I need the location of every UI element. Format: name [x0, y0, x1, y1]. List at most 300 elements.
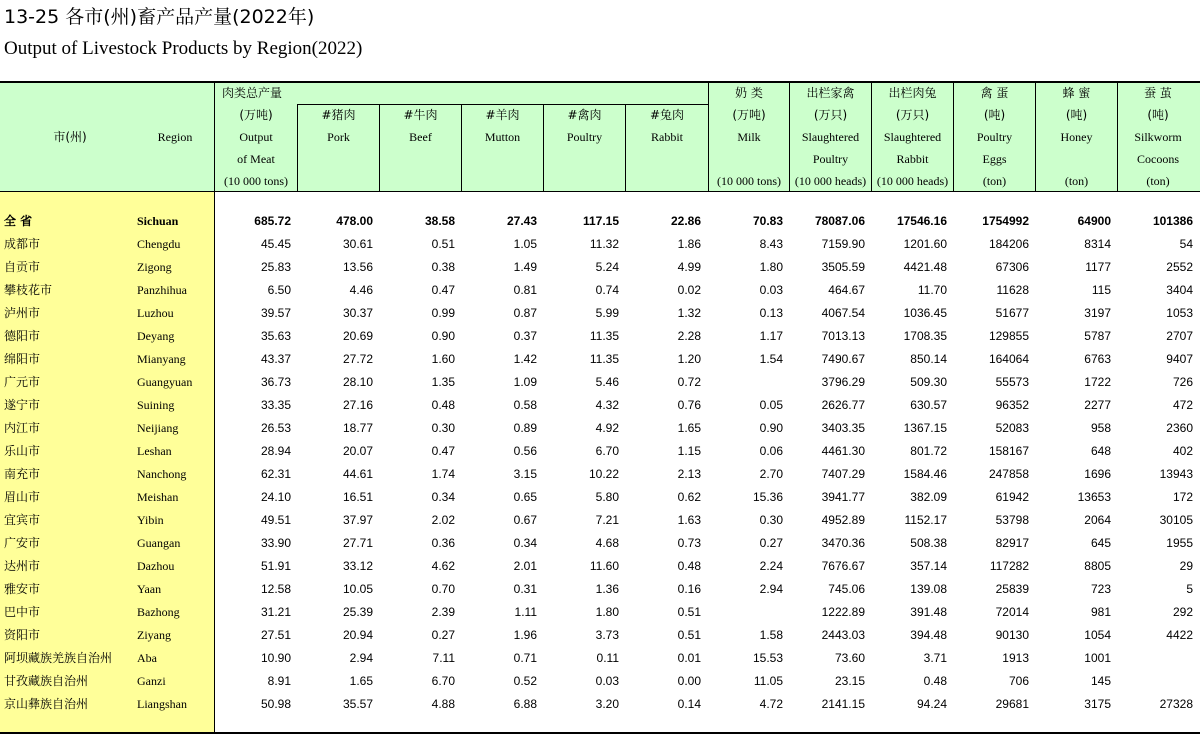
- region-name-cn: 雅安市: [4, 582, 41, 596]
- cell-milk: 0.03: [759, 283, 783, 297]
- cell-honey: 2277: [1084, 398, 1111, 412]
- cell-beef: 7.11: [432, 651, 455, 665]
- cell-meat-total: 36.73: [260, 375, 291, 389]
- cell-rabbit-meat: 2.13: [677, 467, 701, 481]
- cell-slaughtered-poultry: 1222.89: [821, 605, 865, 619]
- cell-poultry-eggs: 164064: [988, 352, 1029, 366]
- header-pork-cn: #猪肉: [321, 108, 356, 122]
- cell-meat-total: 27.51: [260, 628, 291, 642]
- cell-silkworm-cocoons: 101386: [1152, 214, 1193, 228]
- cell-silkworm-cocoons: 3404: [1166, 283, 1193, 297]
- cell-mutton: 0.89: [513, 421, 537, 435]
- cell-honey: 3175: [1084, 697, 1111, 711]
- cell-pork: 27.71: [342, 536, 373, 550]
- header-milk-cn: 奶 类: [735, 86, 763, 100]
- cell-slaughtered-rabbit: 1367.15: [903, 421, 947, 435]
- cell-slaughtered-rabbit: 1584.46: [903, 467, 947, 481]
- header-mutton-en: Mutton: [484, 130, 521, 144]
- cell-poultry-meat: 0.03: [595, 674, 619, 688]
- region-name-cn: 绵阳市: [4, 352, 41, 366]
- cell-pork: 28.10: [342, 375, 373, 389]
- region-name-cn: 成都市: [4, 237, 41, 251]
- header-pork-en: Pork: [327, 130, 350, 144]
- cell-meat-total: 39.57: [260, 306, 291, 320]
- cell-slaughtered-poultry: 2141.15: [821, 697, 865, 711]
- cell-slaughtered-rabbit: 94.24: [916, 697, 947, 711]
- cell-beef: 0.70: [431, 582, 455, 596]
- region-name-cn: 京山彝族自治州: [4, 697, 89, 711]
- cell-honey: 13653: [1077, 490, 1111, 504]
- cell-poultry-meat: 117.15: [582, 214, 619, 228]
- cell-pork: 20.94: [342, 628, 373, 642]
- cell-poultry-meat: 5.99: [595, 306, 619, 320]
- cell-milk: 1.17: [759, 329, 783, 343]
- region-name-cn: 内江市: [4, 421, 41, 435]
- region-name-en: Ganzi: [137, 674, 166, 688]
- cell-rabbit-meat: 0.62: [677, 490, 701, 504]
- cell-poultry-eggs: 11628: [996, 283, 1029, 297]
- cell-silkworm-cocoons: 30105: [1159, 513, 1193, 527]
- cell-silkworm-cocoons: 292: [1172, 605, 1193, 619]
- cell-poultry-meat: 5.24: [595, 260, 619, 274]
- cell-silkworm-cocoons: 472: [1172, 398, 1193, 412]
- region-name-cn: 德阳市: [4, 329, 41, 343]
- cell-mutton: 0.37: [513, 329, 537, 343]
- cell-milk: 15.36: [752, 490, 783, 504]
- cell-meat-total: 10.90: [260, 651, 291, 665]
- region-divider: [214, 82, 215, 732]
- cell-slaughtered-rabbit: 509.30: [910, 375, 947, 389]
- header-slaughtered-poultry-cn: 出栏家禽: [806, 86, 855, 100]
- header-honey-en1: Honey: [1060, 130, 1093, 144]
- region-name-en: Leshan: [137, 444, 172, 458]
- cell-mutton: 0.71: [513, 651, 537, 665]
- cell-pork: 20.07: [342, 444, 373, 458]
- cell-honey: 1177: [1085, 260, 1111, 274]
- cell-slaughtered-poultry: 3403.35: [821, 421, 865, 435]
- cell-milk: 1.80: [759, 260, 783, 274]
- cell-pork: 27.16: [342, 398, 373, 412]
- cell-milk: 1.54: [759, 352, 783, 366]
- cell-honey: 1054: [1084, 628, 1111, 642]
- cell-poultry-meat: 4.92: [595, 421, 619, 435]
- header-slaughtered-rabbit-en3: (10 000 heads): [876, 174, 949, 188]
- header-meat-en2: of Meat: [237, 152, 275, 166]
- cell-slaughtered-rabbit: 1201.60: [903, 237, 947, 251]
- cell-slaughtered-rabbit: 508.38: [910, 536, 947, 550]
- cell-rabbit-meat: 0.16: [677, 582, 701, 596]
- cell-slaughtered-rabbit: 394.48: [910, 628, 947, 642]
- cell-poultry-eggs: 117282: [989, 559, 1029, 573]
- cell-milk: 2.24: [759, 559, 783, 573]
- cell-poultry-eggs: 184206: [988, 237, 1029, 251]
- cell-honey: 648: [1090, 444, 1111, 458]
- cell-poultry-meat: 11.35: [589, 329, 619, 343]
- region-name-cn: 阿坝藏族羌族自治州: [4, 651, 113, 665]
- cell-beef: 0.47: [431, 444, 455, 458]
- cell-honey: 723: [1090, 582, 1111, 596]
- cell-poultry-meat: 7.21: [595, 513, 619, 527]
- cell-poultry-meat: 11.32: [589, 237, 619, 251]
- cell-silkworm-cocoons: 13943: [1159, 467, 1193, 481]
- cell-slaughtered-rabbit: 1152.17: [904, 513, 947, 527]
- region-name-cn: 泸州市: [4, 306, 41, 320]
- header-milk-en2: (10 000 tons): [717, 174, 781, 188]
- cell-meat-total: 33.35: [260, 398, 291, 412]
- cell-poultry-meat: 0.11: [596, 651, 619, 665]
- region-name-en: Bazhong: [137, 605, 180, 619]
- cell-meat-total: 33.90: [260, 536, 291, 550]
- cell-mutton: 1.09: [513, 375, 537, 389]
- cell-mutton: 6.88: [513, 697, 537, 711]
- header-meat-en1: Output: [239, 130, 273, 144]
- cell-meat-total: 43.37: [260, 352, 291, 366]
- region-name-en: Chengdu: [137, 237, 181, 251]
- cell-slaughtered-poultry: 23.15: [834, 674, 865, 688]
- cell-beef: 1.74: [431, 467, 455, 481]
- cell-poultry-meat: 10.22: [588, 467, 619, 481]
- cell-pork: 4.46: [349, 283, 373, 297]
- cell-rabbit-meat: 1.63: [677, 513, 701, 527]
- region-name-en: Aba: [137, 651, 157, 665]
- cell-slaughtered-poultry: 73.60: [834, 651, 865, 665]
- cell-poultry-eggs: 55573: [995, 375, 1029, 389]
- header-cocoon-en1: Silkworm: [1134, 130, 1182, 144]
- cell-mutton: 0.81: [513, 283, 537, 297]
- cell-rabbit-meat: 22.86: [670, 214, 701, 228]
- cell-beef: 1.60: [431, 352, 455, 366]
- cell-honey: 981: [1090, 605, 1111, 619]
- table-title-english: Output of Livestock Products by Region(2022): [4, 38, 363, 59]
- cell-beef: 2.02: [431, 513, 455, 527]
- cell-rabbit-meat: 0.14: [677, 697, 701, 711]
- cell-silkworm-cocoons: 9407: [1166, 352, 1193, 366]
- cell-poultry-meat: 6.70: [595, 444, 619, 458]
- cell-slaughtered-poultry: 2626.77: [821, 398, 865, 412]
- region-name-en: Mianyang: [137, 352, 186, 366]
- region-name-en: Yibin: [137, 513, 164, 527]
- header-rabbit-en: Rabbit: [651, 130, 683, 144]
- cell-rabbit-meat: 0.01: [677, 651, 701, 665]
- cell-slaughtered-poultry: 4461.30: [821, 444, 865, 458]
- header-slaughtered-poultry-en3: (10 000 heads): [794, 174, 867, 188]
- cell-milk: 0.06: [759, 444, 783, 458]
- cell-slaughtered-poultry: 745.06: [828, 582, 865, 596]
- cell-meat-total: 12.58: [260, 582, 291, 596]
- cell-slaughtered-rabbit: 391.48: [910, 605, 947, 619]
- region-name-cn: 广元市: [4, 375, 41, 389]
- cell-beef: 1.35: [431, 375, 455, 389]
- cell-honey: 1696: [1084, 467, 1111, 481]
- cell-slaughtered-poultry: 3796.29: [821, 375, 865, 389]
- cell-poultry-meat: 5.80: [595, 490, 619, 504]
- header-eggs-en3: (ton): [982, 174, 1007, 188]
- cell-beef: 4.62: [431, 559, 455, 573]
- cell-mutton: 0.56: [513, 444, 537, 458]
- cell-poultry-eggs: 53798: [995, 513, 1029, 527]
- cell-meat-total: 6.50: [267, 283, 291, 297]
- region-name-cn: 攀枝花市: [4, 283, 53, 297]
- header-slaughtered-rabbit-en2: Rabbit: [896, 152, 929, 166]
- cell-beef: 0.90: [431, 329, 455, 343]
- region-name-en: Liangshan: [137, 697, 187, 711]
- cell-poultry-eggs: 67306: [995, 260, 1029, 274]
- cell-meat-total: 26.53: [260, 421, 291, 435]
- region-name-cn: 广安市: [4, 536, 41, 550]
- cell-silkworm-cocoons: 172: [1172, 490, 1193, 504]
- region-name-cn: 资阳市: [4, 628, 41, 642]
- cell-silkworm-cocoons: 29: [1179, 559, 1193, 573]
- cell-mutton: 0.34: [513, 536, 537, 550]
- cell-silkworm-cocoons: 2552: [1166, 260, 1193, 274]
- cell-slaughtered-poultry: 3505.59: [821, 260, 865, 274]
- cell-honey: 3197: [1084, 306, 1111, 320]
- cell-rabbit-meat: 1.20: [677, 352, 701, 366]
- cell-poultry-eggs: 247858: [988, 467, 1029, 481]
- cell-rabbit-meat: 4.99: [677, 260, 701, 274]
- cell-slaughtered-poultry: 4067.54: [821, 306, 865, 320]
- cell-mutton: 1.42: [513, 352, 537, 366]
- header-region-cn: 市(州): [53, 130, 87, 144]
- cell-mutton: 27.43: [506, 214, 537, 228]
- cell-silkworm-cocoons: 5: [1186, 582, 1193, 596]
- cell-slaughtered-poultry: 2443.03: [821, 628, 865, 642]
- cell-pork: 44.61: [342, 467, 373, 481]
- cell-honey: 1001: [1084, 651, 1111, 665]
- cell-poultry-eggs: 52083: [995, 421, 1029, 435]
- cell-rabbit-meat: 0.48: [677, 559, 701, 573]
- region-name-en: Sichuan: [137, 214, 179, 228]
- header-eggs-en1: Poultry: [976, 130, 1013, 144]
- cell-pork: 13.56: [342, 260, 373, 274]
- cell-slaughtered-poultry: 78087.06: [814, 214, 865, 228]
- cell-slaughtered-rabbit: 357.14: [910, 559, 947, 573]
- header-slaughtered-poultry-unit: (万只): [813, 108, 848, 122]
- header-rabbit-cn: #兔肉: [649, 108, 685, 122]
- cell-meat-total: 45.45: [260, 237, 291, 251]
- cell-mutton: 0.58: [513, 398, 537, 412]
- cell-rabbit-meat: 0.72: [677, 375, 701, 389]
- header-slaughtered-rabbit-en1: Slaughtered: [883, 130, 942, 144]
- cell-beef: 4.88: [431, 697, 455, 711]
- cell-beef: 0.34: [431, 490, 455, 504]
- cell-meat-total: 28.94: [260, 444, 291, 458]
- cell-rabbit-meat: 1.86: [677, 237, 701, 251]
- region-name-en: Guangan: [137, 536, 181, 550]
- cell-milk: 0.90: [759, 421, 783, 435]
- cell-slaughtered-rabbit: 0.48: [923, 674, 947, 688]
- cell-beef: 6.70: [431, 674, 455, 688]
- cell-rabbit-meat: 0.76: [677, 398, 701, 412]
- cell-meat-total: 35.63: [260, 329, 291, 343]
- cell-slaughtered-rabbit: 17546.16: [896, 214, 947, 228]
- region-name-cn: 南充市: [4, 467, 41, 481]
- cell-slaughtered-poultry: 3941.77: [821, 490, 865, 504]
- header-cocoon-cn: 蚕 茧: [1144, 86, 1172, 100]
- cell-mutton: 0.31: [513, 582, 537, 596]
- cell-slaughtered-rabbit: 801.72: [910, 444, 947, 458]
- cell-rabbit-meat: 1.32: [677, 306, 701, 320]
- header-poultry-en: Poultry: [566, 130, 603, 144]
- cell-poultry-eggs: 706: [1008, 674, 1029, 688]
- header-honey-cn: 蜂 蜜: [1062, 86, 1091, 100]
- region-name-cn: 达州市: [4, 559, 41, 573]
- cell-milk: 70.83: [752, 214, 783, 228]
- header-meat-group: 肉类总产量: [222, 86, 283, 100]
- cell-rabbit-meat: 1.15: [677, 444, 701, 458]
- cell-milk: 2.70: [759, 467, 783, 481]
- cell-slaughtered-rabbit: 1036.45: [903, 306, 947, 320]
- cell-poultry-eggs: 61942: [995, 490, 1029, 504]
- cell-rabbit-meat: 2.28: [677, 329, 701, 343]
- bottom-rule: [0, 732, 1200, 734]
- header-beef-cn: #牛肉: [403, 108, 438, 122]
- cell-silkworm-cocoons: 4422: [1166, 628, 1193, 642]
- cell-pork: 1.65: [349, 674, 373, 688]
- region-name-cn: 全 省: [4, 214, 33, 228]
- header-poultry-cn: #禽肉: [567, 108, 602, 122]
- cell-mutton: 1.49: [513, 260, 537, 274]
- cell-meat-total: 51.91: [260, 559, 291, 573]
- region-name-en: Yaan: [137, 582, 162, 596]
- cell-poultry-meat: 11.35: [589, 352, 619, 366]
- cell-slaughtered-rabbit: 139.08: [910, 582, 947, 596]
- cell-mutton: 0.67: [513, 513, 537, 527]
- region-name-cn: 乐山市: [4, 444, 41, 458]
- region-name-cn: 自贡市: [4, 260, 41, 274]
- cell-mutton: 0.87: [513, 306, 537, 320]
- cell-mutton: 1.96: [513, 628, 537, 642]
- cell-poultry-eggs: 129855: [988, 329, 1029, 343]
- table-title-chinese: 13-25 各市(州)畜产品产量(2022年): [4, 6, 315, 28]
- cell-slaughtered-poultry: 7490.67: [821, 352, 865, 366]
- cell-silkworm-cocoons: 2360: [1166, 421, 1193, 435]
- cell-meat-total: 62.31: [260, 467, 291, 481]
- header-meat-en3: (10 000 tons): [224, 174, 288, 188]
- cell-milk: 15.53: [752, 651, 783, 665]
- cell-honey: 6763: [1084, 352, 1111, 366]
- header-eggs-en2: Eggs: [982, 152, 1007, 166]
- cell-poultry-meat: 5.46: [595, 375, 619, 389]
- cell-beef: 0.38: [431, 260, 455, 274]
- cell-pork: 30.61: [342, 237, 373, 251]
- region-name-en: Panzhihua: [137, 283, 187, 297]
- header-slaughtered-rabbit-unit: (万只): [895, 108, 930, 122]
- region-name-cn: 眉山市: [4, 490, 41, 504]
- cell-beef: 2.39: [431, 605, 455, 619]
- cell-mutton: 1.11: [514, 605, 537, 619]
- cell-poultry-eggs: 72014: [995, 605, 1029, 619]
- cell-pork: 27.72: [342, 352, 373, 366]
- cell-honey: 958: [1090, 421, 1111, 435]
- cell-poultry-eggs: 1754992: [982, 214, 1029, 228]
- header-cocoon-en2: Cocoons: [1137, 152, 1179, 166]
- cell-milk: 0.27: [759, 536, 783, 550]
- cell-slaughtered-rabbit: 3.71: [923, 651, 947, 665]
- cell-mutton: 2.01: [513, 559, 537, 573]
- cell-poultry-eggs: 96352: [995, 398, 1029, 412]
- cell-beef: 0.27: [431, 628, 455, 642]
- cell-honey: 8805: [1084, 559, 1111, 573]
- cell-beef: 0.48: [431, 398, 455, 412]
- header-region-en: Region: [157, 130, 193, 144]
- cell-pork: 30.37: [342, 306, 373, 320]
- cell-poultry-eggs: 158167: [988, 444, 1029, 458]
- cell-meat-total: 685.72: [254, 214, 291, 228]
- header-eggs-unit: (吨): [983, 108, 1006, 122]
- cell-slaughtered-poultry: 7676.67: [821, 559, 865, 573]
- cell-pork: 2.94: [349, 651, 373, 665]
- cell-honey: 645: [1090, 536, 1111, 550]
- region-name-en: Luzhou: [137, 306, 174, 320]
- header-honey-en2: (ton): [1064, 174, 1089, 188]
- cell-poultry-meat: 3.20: [595, 697, 619, 711]
- cell-milk: 8.43: [759, 237, 783, 251]
- cell-honey: 1722: [1084, 375, 1111, 389]
- header-beef-en: Beef: [409, 130, 432, 144]
- cell-pork: 25.39: [342, 605, 373, 619]
- cell-pork: 33.12: [342, 559, 373, 573]
- cell-rabbit-meat: 0.00: [677, 674, 701, 688]
- cell-pork: 18.77: [342, 421, 373, 435]
- region-name-en: Dazhou: [137, 559, 175, 573]
- cell-slaughtered-rabbit: 630.57: [910, 398, 947, 412]
- cell-mutton: 1.05: [513, 237, 537, 251]
- cell-beef: 0.30: [431, 421, 455, 435]
- cell-silkworm-cocoons: 54: [1179, 237, 1193, 251]
- region-name-en: Neijiang: [137, 421, 179, 435]
- cell-honey: 145: [1090, 674, 1111, 688]
- cell-mutton: 3.15: [513, 467, 537, 481]
- region-name-en: Meishan: [137, 490, 179, 504]
- cell-pork: 37.97: [342, 513, 373, 527]
- header-slaughtered-poultry-en1: Slaughtered: [801, 130, 860, 144]
- cell-honey: 115: [1091, 283, 1111, 297]
- cell-slaughtered-poultry: 7159.90: [821, 237, 865, 251]
- cell-silkworm-cocoons: 1053: [1166, 306, 1193, 320]
- region-name-cn: 巴中市: [4, 605, 41, 619]
- cell-milk: 11.05: [753, 674, 783, 688]
- cell-poultry-meat: 4.32: [595, 398, 619, 412]
- cell-beef: 0.47: [431, 283, 455, 297]
- cell-honey: 8314: [1084, 237, 1111, 251]
- region-name-en: Zigong: [137, 260, 172, 274]
- cell-beef: 0.36: [431, 536, 455, 550]
- region-name-en: Ziyang: [137, 628, 171, 642]
- cell-meat-total: 8.91: [267, 674, 291, 688]
- cell-poultry-meat: 0.74: [595, 283, 619, 297]
- header-milk-en: Milk: [737, 130, 761, 144]
- header-slaughtered-rabbit-cn: 出栏肉兔: [888, 86, 937, 100]
- cell-honey: 5787: [1084, 329, 1111, 343]
- cell-pork: 478.00: [336, 214, 373, 228]
- cell-meat-total: 24.10: [260, 490, 291, 504]
- region-name-cn: 宜宾市: [4, 513, 41, 527]
- cell-meat-total: 25.83: [260, 260, 291, 274]
- cell-milk: 1.58: [759, 628, 783, 642]
- cell-poultry-meat: 1.36: [595, 582, 619, 596]
- cell-pork: 35.57: [342, 697, 373, 711]
- header-eggs-cn: 禽 蛋: [980, 86, 1009, 100]
- region-name-cn: 遂宁市: [4, 398, 41, 412]
- cell-pork: 16.51: [342, 490, 373, 504]
- cell-silkworm-cocoons: 402: [1172, 444, 1193, 458]
- region-name-en: Suining: [137, 398, 175, 412]
- cell-meat-total: 31.21: [260, 605, 291, 619]
- cell-pork: 10.05: [342, 582, 373, 596]
- cell-slaughtered-rabbit: 850.14: [910, 352, 947, 366]
- cell-milk: 0.30: [759, 513, 783, 527]
